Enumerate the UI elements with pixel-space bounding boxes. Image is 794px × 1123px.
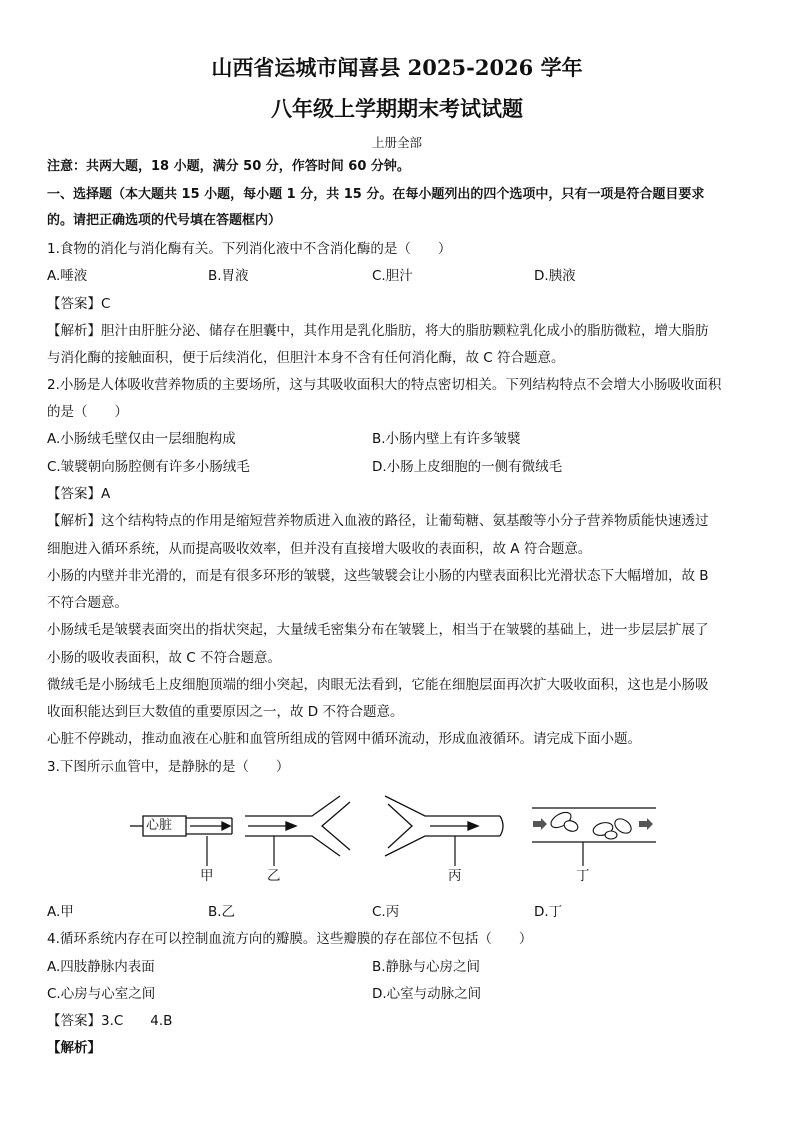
q2-analysis-4: 不符合题意。 — [47, 595, 128, 611]
q2-option-a: A.小肠绒毛壁仅由一层细胞构成 — [47, 431, 236, 447]
red-blood-cells — [548, 809, 633, 839]
q1-option-b: B.胃液 — [208, 268, 249, 284]
figure-label-jia: 甲 — [200, 868, 214, 884]
q1-analysis-2: 与消化酶的接触面积，便于后续消化，但胆汁本身不含有任何消化酶，故 C 符合题意。 — [47, 350, 565, 366]
exam-title-line2: 八年级上学期期末考试试题 — [271, 96, 523, 121]
arrow-jia-icon — [222, 822, 230, 830]
figure-label-bing: 丙 — [448, 868, 462, 884]
q3-option-d: D.丁 — [534, 904, 563, 920]
q2-analysis-1: 【解析】这个结构特点的作用是缩短营养物质进入血液的路径，让葡萄糖、氨基酸等小分子营养物质能快速透过 — [47, 513, 709, 529]
arrow-ding-out-icon — [639, 818, 653, 830]
figure-label-ding: 丁 — [576, 868, 590, 884]
q4-option-a: A.四肢静脉内表面 — [47, 959, 155, 975]
vessel-bing-inner — [388, 804, 412, 848]
q2-stem-2: 的是（ ） — [47, 404, 128, 420]
vessel-yi-inner — [322, 802, 350, 850]
q3-option-c: C.丙 — [372, 904, 400, 920]
q1-stem: 1.食物的消化与消化酶有关。下列消化液中不含消化酶的是（ ） — [47, 241, 452, 257]
q1-option-d: D.胰液 — [534, 268, 576, 284]
q2-answer: 【答案】A — [47, 486, 111, 502]
q2-option-b: B.小肠内壁上有许多皱襞 — [372, 431, 521, 447]
q1-option-a: A.唾液 — [47, 268, 88, 284]
arrow-bing-icon — [468, 822, 478, 830]
arrow-ding-in-icon — [533, 818, 547, 830]
exam-scope: 上册全部 — [371, 135, 422, 150]
q3-stem: 3.下图所示血管中，是静脉的是（ ） — [47, 759, 290, 775]
arrow-yi-icon — [286, 822, 296, 830]
q3-q4-analysis: 【解析】 — [47, 1040, 101, 1056]
notice: 注意：共两大题，18 小题，满分 50 分，作答时间 60 分钟。 — [47, 159, 410, 174]
q4-stem: 4.循环系统内存在可以控制血流方向的瓣膜。这些瓣膜的存在部位不包括（ ） — [47, 931, 533, 947]
section-heading-1: 一、选择题（本大题共 15 小题，每小题 1 分，共 15 分。在每小题列出的四个选项中，只有一项是符合题目要求 — [47, 187, 705, 202]
q1-option-c: C.胆汁 — [372, 268, 413, 284]
vessel-bing-end — [500, 816, 503, 836]
q2-analysis-2: 细胞进入循环系统，从而提高吸收效率，但并没有直接增大吸收的表面积，故 A 符合题意。 — [47, 541, 592, 557]
heart-label: 心脏 — [146, 818, 173, 833]
q2-option-d: D.小肠上皮细胞的一侧有微绒毛 — [372, 459, 563, 475]
q2-analysis-7: 微绒毛是小肠绒毛上皮细胞顶端的细小突起，肉眼无法看到，它能在细胞层面再次扩大吸收面积，这也是小肠吸 — [47, 677, 709, 693]
q2-option-c: C.皱襞朝向肠腔侧有许多小肠绒毛 — [47, 459, 250, 475]
vessel-ding — [532, 808, 656, 842]
q2-analysis-8: 收面积能达到巨大数值的重要原因之一，故 D 不符合题意。 — [47, 704, 404, 720]
q2-analysis-3: 小肠的内壁并非光滑的，而是有很多环形的皱襞，这些皱襞会让小肠的内壁表面积比光滑状态下大幅增加，故 B — [47, 568, 709, 584]
q3-option-b: B.乙 — [208, 904, 236, 920]
group-intro: 心脏不停跳动，推动血液在心脏和血管所组成的管网中循环流动，形成血液循环。请完成下面小题。 — [47, 731, 641, 747]
section-heading-2: 的。请把正确选项的代号填在答题框内） — [47, 213, 282, 228]
q4-option-d: D.心室与动脉之间 — [372, 986, 482, 1002]
q3-option-a: A.甲 — [47, 904, 74, 920]
exam-title-line1: 山西省运城市闻喜县 2025-2026 学年 — [211, 55, 583, 80]
q2-stem-1: 2.小肠是人体吸收营养物质的主要场所，这与其吸收面积大的特点密切相关。下列结构特点不会增大小肠吸收面积 — [47, 377, 722, 393]
q4-option-c: C.心房与心室之间 — [47, 986, 156, 1002]
figure-label-yi: 乙 — [267, 868, 281, 884]
q2-analysis-6: 小肠的吸收表面积，故 C 不符合题意。 — [47, 650, 282, 666]
q4-option-b: B.静脉与心房之间 — [372, 959, 481, 975]
q1-analysis-1: 【解析】胆汁由肝脏分泌、储存在胆囊中，其作用是乳化脂肪，将大的脂肪颗粒乳化成小的脂肪微粒，增大脂肪 — [47, 323, 709, 339]
q3-q4-answer: 【答案】3.C 4.B — [47, 1013, 173, 1029]
q1-answer: 【答案】C — [47, 296, 111, 312]
q2-analysis-5: 小肠绒毛是皱襞表面突出的指状突起，大量绒毛密集分布在皱襞上，相当于在皱襞的基础上，进一步层层扩展了 — [47, 622, 709, 638]
